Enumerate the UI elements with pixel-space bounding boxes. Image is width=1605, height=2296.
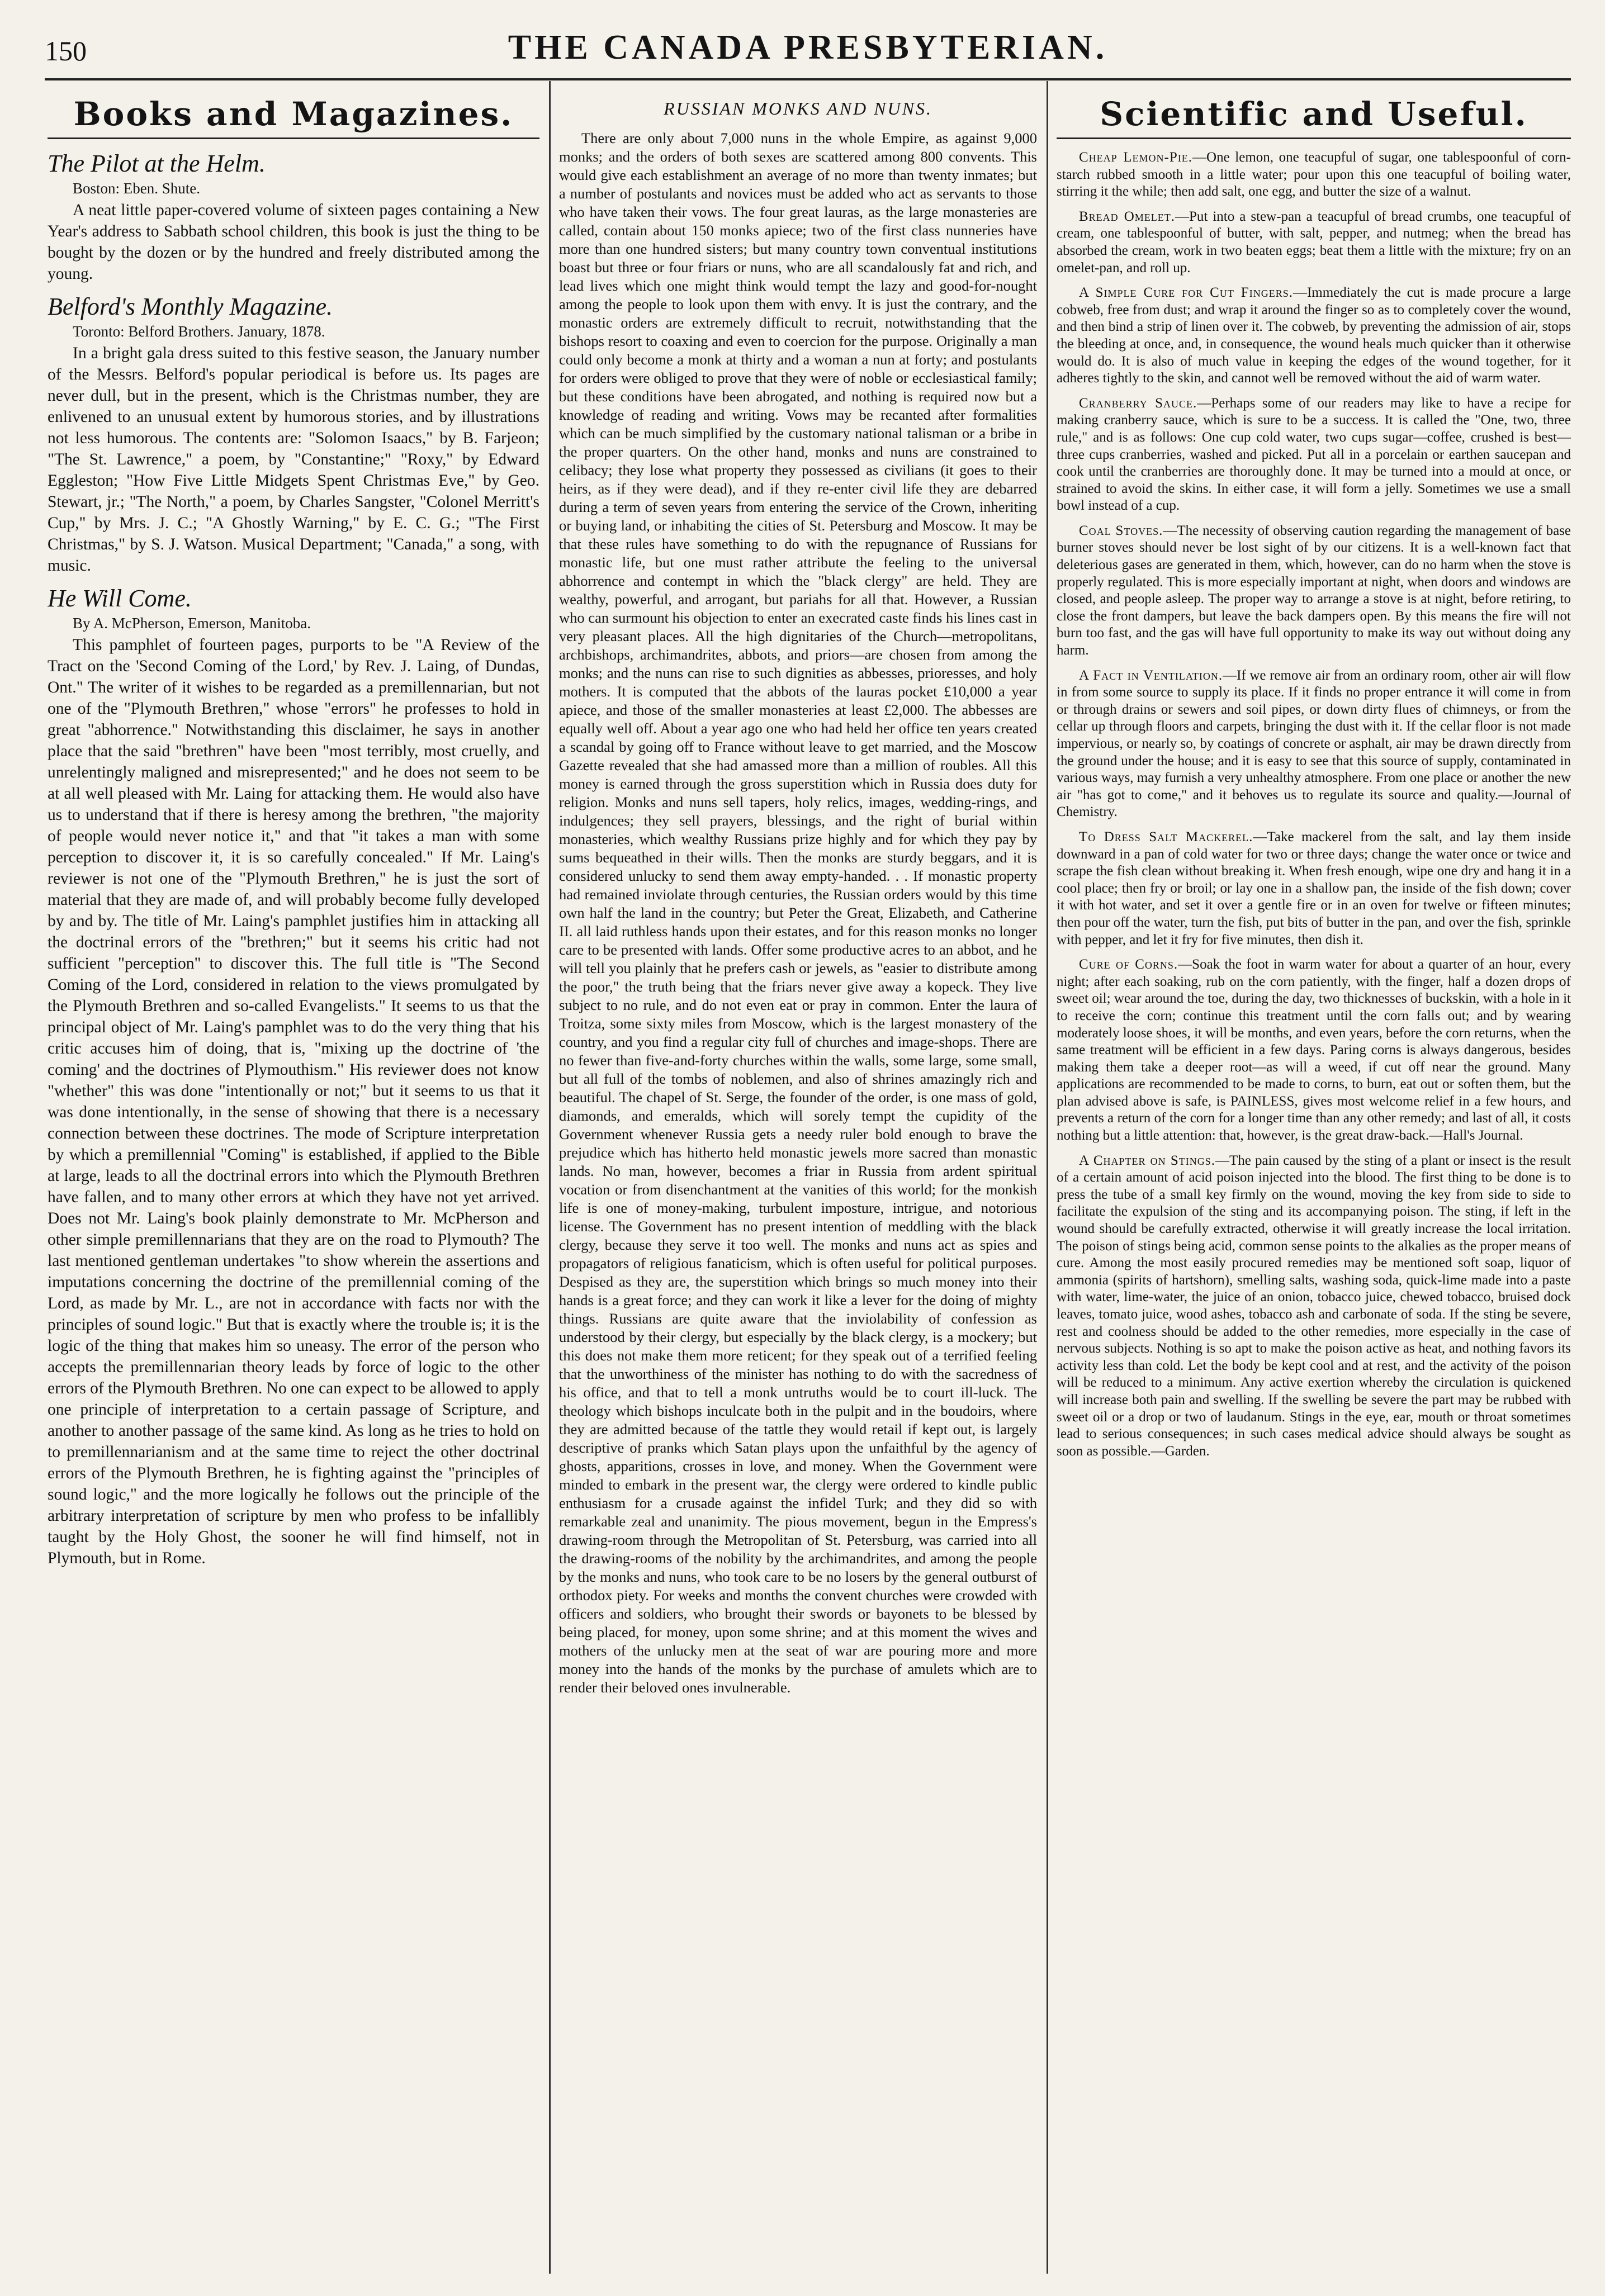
column-heading-books: Books and Magazines. (73, 95, 514, 133)
article-body-russian-monks: There are only about 7,000 nuns in the whole Empire, as against 9,000 monks; and the orders of both sexes are scattered among 800 convents. This would give each establishment an average of no more than twenty inmates; but a number of postulants and novices must be added who act as servants to those who have taken their vows. The four great lauras, as the large monasteries are called, contain about 150 monks apiece; two of the first class nunneries have more than one hundred sisters; but many country town conventual institutions boast but three or four friars or nuns, who are all scandalously fat and rich, and lead lives which one might think would tempt the lazy and good-for-nought among the people to look upon them with envy. It is just the contrary, and the monastic orders are extremely difficult to recruit, notwithstanding that the bishops resort to coaxing and even to coercion for the purpose. Originally a man could only become a monk at thirty and a woman a nun at forty; and postulants for orders were obliged to prove that they were of noble or ecclesiastical family; but these conditions have been abrogated, and nothing is required now but a knowledge of reading and writing. Vows may be recanted after formalities which can be much simplified by the customary national talisman or a bribe in the proper quarters. On the other hand, monks and nuns are constrained to celibacy; they lose what property they possessed as civilians (it goes to their heirs, as if they were dead), and if they re-enter civil life they are debarred during a term of seven years from entering the service of the Crown, inheriting or buying land, or inhabiting the cities of St. Petersburg and Moscow. It may be that these rules have something to do with the repugnance of Russians for monastic life, but one must rather attribute the feeling to the universal abhorrence and contempt in which the "black clergy" are held. They are wealthy, powerful, and arrogant, but pariahs for all that. However, a Russian who can surmount his objection to enter an execrated caste finds his lines cast in very pleasant places. All the high dignitaries of the Church—metropolitans, archbishops, archimandrites, abbots, and priors—are chosen from among the monks; and the nuns can rise to such dignities as abbesses, prioresses, and holy mothers. It is computed that the abbots of the lauras pocket £10,000 a year apiece, and those of the smaller monasteries at least £2,000. The abbesses are equally well off. About a year ago one who had held her office ten years created a scandal by going off to France without leave to get married, and the Moscow Gazette revealed that she had amassed more than a million of roubles. All this money is earned through the gross superstition which in Russia does duty for religion. Monks and nuns sell tapers, holy relics, images, wedding-rings, and indulgences; they sell prayers, blessings, and the right of burial within monasteries, which wealthy Russians prize highly and for which they pay by sums bequeathed in their wills. Then the monks are sturdy beggars, and it is considered unlucky to send them away empty-handed. . . If monastic property had remained inviolate through centuries, the Russian orders would by this time own half the land in the country; but Peter the Great, Elizabeth, and Catherine II. all laid ruthless hands upon their estates, and for this reason monks no longer care to be presented with lands. Offer some productive acres to an abbot, and he will tell you plainly that he prefers cash or jewels, as "easier to distribute among the poor," the truth being that the friars never give away a kopeck. They live subject to no rule, and do not even eat or pray in common. Enter the laura of Troitza, some sixty miles from Moscow, which is the largest monastery of the country, and you find a regular city full of churches and image-shops. There are no fewer than five-and-forty churches within the walls, some large, some small, but all full of the tombs of noblemen, and also of shrines amazingly rich and beautiful. The chapel of St. Serge, the founder of the order, is one mass of gold, diamonds, and emeralds, which will sorely tempt the cupidity of the Government whenever Russia gets a needy ruler bold enough to brave the prejudice which has hitherto held monastic jewels more sacred than monastic lands. No man, however, becomes a friar in Russia from ardent spiritual vocation or from disenchantment at the vanities of this world; for the monkish life is one of money-making, turbulent imposture, intrigue, and notorious license. The Government has no present intention of meddling with the black clergy, because they serve it too well. The monks and nuns act as spies and propagators of religious fanaticism, which is often useful for political purposes. Despised as they are, the superstition which brings so much money into their hands is a great force; and they can work it like a lever for the doing of mighty things. Russians are quite aware that the inviolability of confession as understood by their clergy, but especially by the black clergy, is a mockery; but this does not make them more reticent; for they speak out of a terrified feeling that the unworthiness of the minister has nothing to do with the sacredness of his office, and that to tell a monk untruths would be to court ill-luck. The theology which bishops inculcate both in the pulpit and in the boudoirs, where they are admitted because of the tattle they would retail if kept out, is largely descriptive of pranks which Satan plays upon the unfaithful by the agency of ghosts, apparitions, crosses in love, and money. When the Government were minded to embark in the present war, the clergy were ordered to kindle public enthusiasm for a crusade against the infidel Turk; and they did so with remarkable zeal and unanimity. The pious movement, begun in the Empress's drawing-room through the Metropolitan of St. Petersburg, was carried into all the drawing-rooms of the nobility by the archimandrites, and among the people by the monks and nuns, who took care to be no losers by the general outburst of orthodox piety. For weeks and months the convent churches were crowded with officers and soldiers, who brought their swords or bayonets to be blessed by being placed, for money, upon some shrine; and at this moment the wives and mothers of the unlucky men at the seat of war are pouring more and more money into the hands of the monks by the purchase of amulets which are to render their beloved ones invulnerable. (559, 130, 1037, 1696)
entry-text: —Put into a stew-pan a teacupful of bread crumbs, one teacupful of cream, one tablespoonful of butter, with salt, pepper, and nutmeg; when the bread has absorbed the cream, work in two beaten eggs; beat them a little with the mixture; fry on an omelet-pan, and roll up. (1057, 208, 1571, 276)
entry-text: —Perhaps some of our readers may like to have a recipe for making cranberry sauce, which is sure to be a success. It is called the "One, two, three rule," and is as follows: One cup cold water, two cups sugar—coffee, crushed is best—three cups cranberries, washed and picked. Put all in a porcelain or earthen saucepan and cook until the cranberries are thoroughly done. It may be turned into a mould at once, or strained to avoid the skins. In either case, it will form a jelly. Sometimes we use a small bowl instead of a cup. (1057, 395, 1571, 514)
review-body-belford: In a bright gala dress suited to this festive season, the January number of the Messrs. Belford's popular periodical is before us. Its pages are never dull, but in the present, which is the Christmas number, they are enlivened to an unusual extent by humorous stories, and by illustrations not less humorous. The contents are: "Solomon Isaacs," by B. Farjeon; "The St. Lawrence," a poem, by "Constantine;" "Roxy," by Edward Eggleston; "How Five Little Midgets Spent Christmas Eve," by Geo. Stewart, jr.; "The North," a poem, by Charles Sangster, "Colonel Merritt's Cup," by Mrs. J. C.; "A Ghostly Warning," by E. C. G.; "The First Christmas," by S. J. Watson. Musical Department; "Canada," a song, with music. (48, 344, 539, 575)
review-byline-he-will-come: By A. McPherson, Emerson, Manitoba. (73, 615, 311, 632)
entry-lead: A Chapter on Stings. (1079, 1152, 1215, 1168)
review-body-he-will-come: This pamphlet of fourteen pages, purports to be "A Review of the Tract on the 'Second Coming of the Lord,' by Rev. J. Laing, of Dundas, Ont." The writer of it wishes to be regarded as a premillennarian, but not one of the "Plymouth Brethren," whose "errors" he professes to hold in great "abhorrence." Notwithstanding this disclaimer, he says in another place that the said "brethren" have been "most terribly, most cruelly, and unrelentingly maligned and misrepresented;" and he does not seem to be at all well pleased with Mr. Laing for attacking them. He would also have us to understand that if there is heresy among the brethren, "the majority of people would never notice it," and that "it takes a man with some perception to discover it, it is so carefully concealed." If Mr. Laing's reviewer is not one of the "Plymouth Brethren," he is just the sort of material that they are made of, and will probably become fully developed by and by. The title of Mr. Laing's pamphlet justifies him in attacking all the doctrinal errors of the "brethren;" but it seems his critic had not sufficient "perception" to discover this. The full title is "The Second Coming of the Lord, considered in relation to the views promulgated by the Plymouth Brethren and so-called Evangelists." It seems to us that the principal object of Mr. Laing's pamphlet was to do the very thing that his critic accuses him of doing, that is, "mixing up the doctrine of 'the coming' and the doctrines of Plymouthism." His reviewer does not know "whether" this was done "intentionally or not;" but it seems to us that it was done intentionally, in the sense of showing that there is a necessary connection between these doctrines. The mode of Scripture interpretation by which a premillennial "Coming" is established, if applied to the Bible at large, leads to all the doctrinal errors into which the Plymouth Brethren have fallen, and to many other errors at which they have not yet arrived. Does not Mr. Laing's book plainly demonstrate to Mr. McPherson and other simple premillennarians that they are on the road to Plymouth? The last mentioned gentleman undertakes "to show wherein the assertions and imputations concerning the doctrine of the premillennial coming of the Lord, as made by Mr. L., are not in accordance with facts nor with the principles of sound logic." But that is exactly where the trouble is; it is the logic of the thing that makes him so uneasy. The error of the person who accepts the premillennarian theory leads by force of logic to the other errors of the Plymouth Brethren. No one can expect to be allowed to apply one principle of interpretation to a certain passage of Scripture, and another to another passage of the same kind. As long as he tries to hold on to premillennarianism and at the same time to reject the other doctrinal errors of the Plymouth Brethren, he is fighting against the "principles of sound logic," and the more logically he follows out the principle of the arbitrary interpretation of scripture by men who profess to be infallibly taught by the Holy Ghost, the sooner he will find himself, not in Plymouth, but in Rome. (48, 636, 539, 1567)
heading-rule (1057, 137, 1571, 139)
review-title-pilot: The Pilot at the Helm. (48, 150, 266, 177)
column-divider-1 (549, 81, 551, 2274)
entry-coal-stoves (1057, 523, 1571, 660)
entry-ventilation (1057, 667, 1571, 821)
entry-lead: Cranberry Sauce. (1079, 395, 1197, 411)
article-heading-russian-monks: RUSSIAN MONKS AND NUNS. (664, 98, 932, 118)
entry-text: —Take mackerel from the salt, and lay them inside downward in a pan of cold water for two or three days; change the water once or twice and scrape the fish clean without breaking it. When fresh enough, wipe one dry and hang it in a cool place; then fry or broil; or lay one in a shallow pan, the inside of the fish down; cover it with hot water, and set it over a gentle fire or in an oven for twelve or fifteen minutes; then pour off the water, turn the fish, put bits of butter in the pan, and over the fish, sprinkle with pepper, and let it fry for five minutes, then dish it. (1057, 829, 1571, 947)
entry-lead: To Dress Salt Mackerel. (1079, 829, 1253, 845)
column-divider-2 (1047, 81, 1048, 2274)
entry-cut-fingers (1057, 284, 1571, 387)
review-title-he-will-come: He Will Come. (48, 585, 192, 612)
page-header (45, 22, 1571, 73)
entry-lead: Cheap Lemon-Pie. (1079, 150, 1193, 165)
russian-monks-column (559, 89, 1037, 2274)
entry-cranberry-sauce (1057, 395, 1571, 515)
entry-lead: Coal Stoves. (1079, 523, 1163, 538)
column-heading-scientific: Scientific and Useful. (1100, 95, 1528, 133)
entry-text: —Immediately the cut is made procure a large cobweb, free from dust; and wrap it around the finger so as to completely cover the wound, and then bind a strip of linen over it. The cobweb, by preventing the admission of air, stops the bleeding at once, and, in consequence, the wound heals much quicker than it otherwise would do. It is also of much value in keeping the edges of the wound together, for it adheres tightly to the skin, and cannot well be removed without the aid of warm water. (1057, 285, 1571, 386)
entry-salt-mackerel (1057, 829, 1571, 948)
review-byline-belford: Toronto: Belford Brothers. January, 1878. (73, 323, 325, 340)
entry-lead: Cure of Corns. (1079, 957, 1178, 973)
entry-lemon-pie (1057, 149, 1571, 201)
header-rule (45, 78, 1571, 80)
entry-text: —The pain caused by the sting of a plant or insect is the result of a certain amount of acid poison injected into the blood. The first thing to be done is to press the tube of a small key firmly on the wound, moving the key from side to side to facilitate the expulsion of the sting and its accompanying poison. The sting, if left in the wound should be carefully extracted, otherwise it will greatly increase the local irritation. The poison of stings being acid, common sense points to the alkalies as the proper means of cure. Among the most easily procured remedies may be mentioned soft soap, liquor of ammonia (spirits of hartshorn), smelling salts, washing soda, quick-lime made into a paste with water, lime-water, the juice of an onion, tobacco juice, chewed tobacco, bruised dock leaves, tomato juice, wood ashes, tobacco ash and carbonate of soda. If the sting be severe, rest and coolness should be added to the other remedies, more especially in the case of nervous subjects. Nothing is so apt to make the poison active as heat, and nothing favors its activity less than cold. Let the body be kept cool and at rest, and the activity of the poison will be reduced to a minimum. Any active exertion whereby the circulation is quickened will increase both pain and swelling. If the swelling be severe the part may be rubbed with sweet oil or a drop or two of laudanum. Stings in the eye, ear, mouth or throat sometimes lead to serious consequences; in such cases medical advice should always be sought as soon as possible.—Garden. (1057, 1152, 1571, 1459)
entry-cure-of-corns (1057, 956, 1571, 1145)
books-and-magazines-column (48, 89, 539, 2274)
entry-stings (1057, 1152, 1571, 1460)
entry-text: —Soak the foot in warm water for about a quarter of an hour, every night; after each soaking, rub on the corn patiently, with the finger, half a dozen drops of sweet oil; wear around the toe, during the day, two thicknesses of buckskin, with a hole in it to receive the corn; continue this treatment until the corn falls out; and by wearing moderately loose shoes, it will be months, and even years, before the corn returns, when the same treatment will be efficient in a few days. Paring corns is always dangerous, besides making them take a deeper root—as will a weed, if cut off near the ground. Many applications are recommended to be made to corns, to burn, eat out or soften them, but the plan advised above is safe, is PAINLESS, gives most welcome relief in a few hours, and prevents a return of the corn for a longer time than any other remedy; and last of all, it costs nothing but a little attention: that, however, is the great draw-back.—Hall's Journal. (1057, 957, 1571, 1144)
page-number: 150 (45, 35, 87, 67)
review-body-pilot: A neat little paper-covered volume of sixteen pages containing a New Year's address to Sabbath school children, this book is just the thing to be bought by the dozen or by the hundred and freely distributed among the young. (48, 201, 539, 283)
entry-lead: Bread Omelet. (1079, 208, 1175, 224)
entry-text: —The necessity of observing caution regarding the management of base burner stoves should never be lost sight of by our citizens. It is a well-known fact that deleterious gases are generated in them, which, however, can do no harm when the stove is properly regulated. This is more especially important at night, when doors and windows are closed, and people asleep. The proper way to arrange a stove is at night, before retiring, to close the front dampers, but leave the back dampers open. By this means the fire will not burn too fast, and the gas will have full opportunity to make its way out without doing any harm. (1057, 523, 1571, 658)
entry-lead: A Simple Cure for Cut Fingers. (1079, 285, 1293, 301)
newspaper-title: THE CANADA PRESBYTERIAN. (508, 29, 1108, 67)
scientific-and-useful-column (1057, 89, 1571, 2274)
entry-lead: A Fact in Ventilation. (1079, 667, 1223, 683)
review-byline-pilot: Boston: Eben. Shute. (73, 180, 200, 197)
entry-text: —If we remove air from an ordinary room, other air will flow in from some source to supply its place. If it finds no proper entrance it will come in from or through drains or sewers and soil pipes, or down dirty flues of chimneys, or from the cellar up through floors and carpets, bringing the dust with it. If the cellar floor is not made impervious, or nearly so, by coatings of concrete or asphalt, air may be drawn directly from the ground under the house; and it is easy to see that this source of supply, contaminated in various ways, may furnish a very unhealthy atmosphere. From one place or another the new air "has got to come," and it behoves us to regulate its source and quality.—Journal of Chemistry. (1057, 667, 1571, 820)
entry-bread-omelet (1057, 208, 1571, 277)
heading-rule (48, 137, 539, 139)
review-title-belford: Belford's Monthly Magazine. (48, 293, 333, 320)
entry-text: —One lemon, one teacupful of sugar, one tablespoonful of corn-starch rubbed smooth in a little water; pour upon this one teacupful of boiling water, stirring it the while; then add salt, one egg, and butter the size of a walnut. (1057, 150, 1571, 200)
